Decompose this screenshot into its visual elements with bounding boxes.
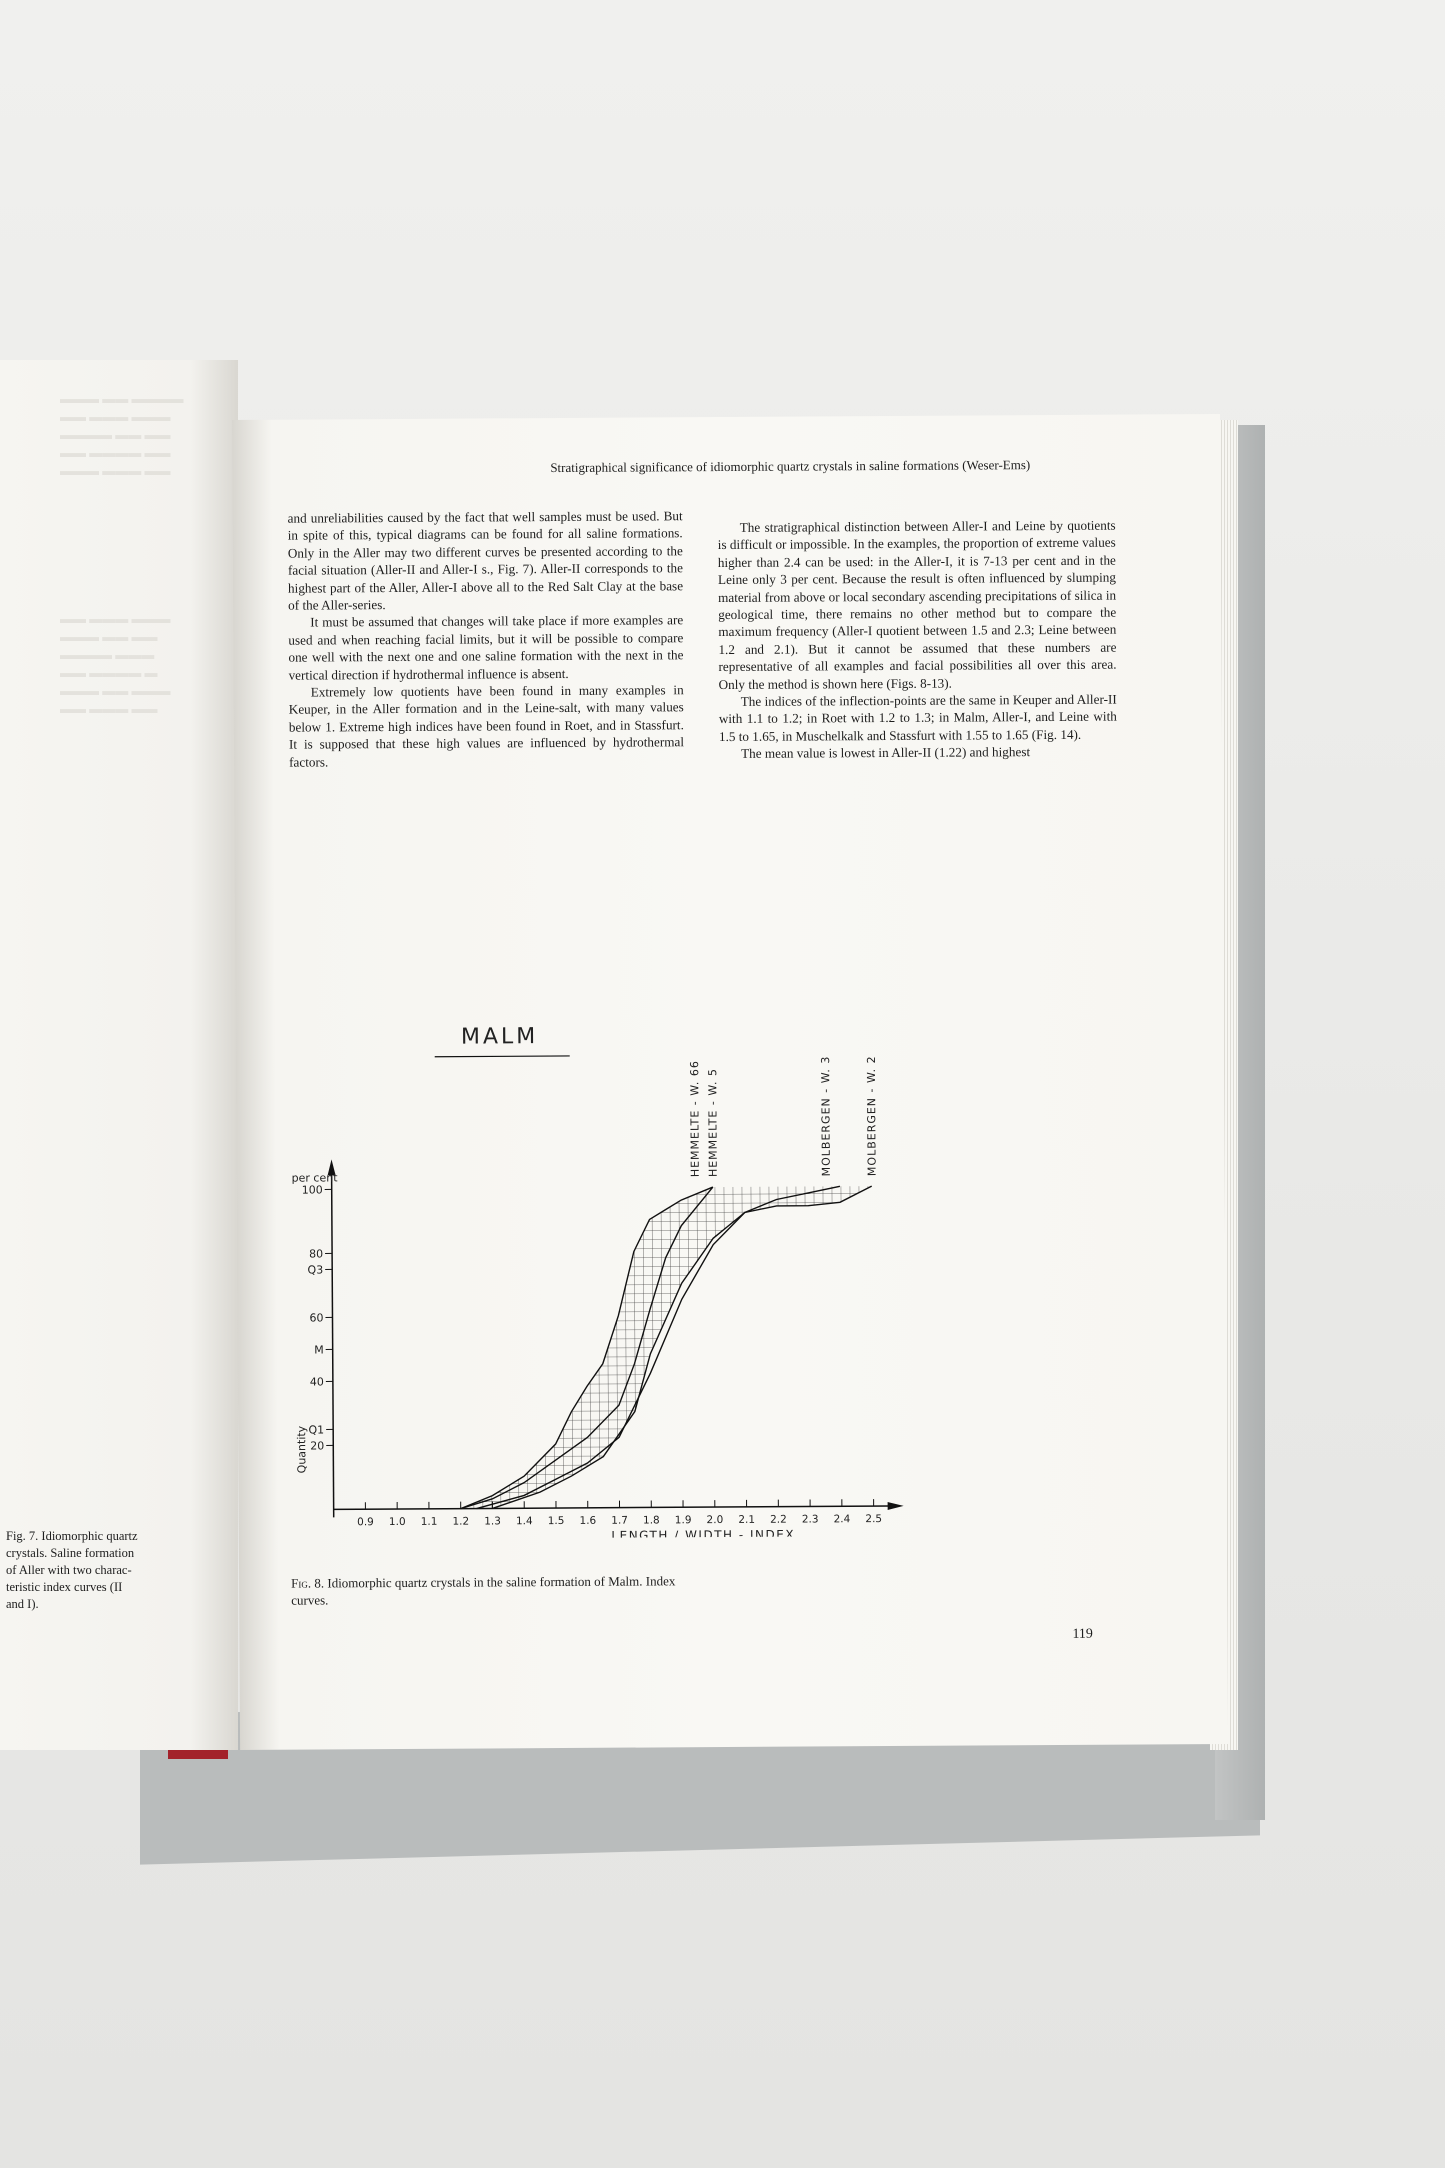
y-tick-label: 20 — [310, 1439, 325, 1453]
chart-title-underline — [435, 1056, 570, 1057]
running-head: Stratigraphical significance of idiomorphic quartz crystals in saline formations (Weser-Ems) — [550, 457, 1031, 476]
right-page — [232, 414, 1228, 1750]
x-tick-label: 1.5 — [547, 1514, 565, 1528]
caption-line: of Aller with two charac- — [6, 1563, 132, 1577]
left-figure-caption — [6, 1528, 176, 1613]
y-marker-label: Q3 — [307, 1263, 324, 1277]
caption-line: crystals. Saline formation — [6, 1546, 135, 1560]
x-tick-label: 1.1 — [420, 1515, 438, 1528]
x-axis-label: LENGTH / WIDTH - INDEX — [611, 1527, 796, 1540]
x-tick-label: 2.0 — [706, 1514, 724, 1527]
figure-caption — [291, 1572, 691, 1608]
show-through-text-2: ▬▬ ▬▬▬ ▬▬▬ ▬▬▬ ▬▬ ▬▬ ▬▬▬▬ ▬▬▬ ▬▬ ▬▬▬▬ ▬ ▬▬▬ ▬▬ ▬▬▬ ▬▬ ▬▬▬ ▬▬ — [60, 611, 171, 716]
caption-line: Fig. 7. Idiomorphic quartz — [6, 1529, 138, 1543]
y-unit-label: per cent — [291, 1171, 338, 1185]
x-tick-label: 1.2 — [452, 1515, 470, 1528]
caption-line: and I). — [6, 1597, 39, 1611]
y-marker-label: Q1 — [308, 1423, 325, 1437]
series-label-1: HEMMELTE - W. 5 — [706, 1068, 720, 1178]
series-label-3: MOLBERGEN - W. 2 — [864, 1055, 879, 1177]
paragraph: It must be assumed that changes will take place if more examples are used and when reaching facial limits, but it will be possible to compare one well with the next one and one saline formation with the next in the vertical direction if hydrothermal influence is absent. — [288, 612, 684, 683]
paragraph: and unreliabilities caused by the fact that well samples must be used. But in spite of this, typical diagrams can be found for all saline formations. Only in the Aller may two different curves be presented according to the facial situation (Aller-II and Aller-I s., Fig. 7). Aller-II corresponds to the highest part of the Aller, Aller-I above all to the Red Salt Clay at the base of the Aller-series. — [287, 508, 684, 613]
figure-caption-text: Idiomorphic quartz crystals in the saline formation of Malm. Index curves. — [291, 1573, 676, 1608]
page-number: 119 — [1072, 1626, 1093, 1642]
index-curves-chart — [290, 894, 1164, 1539]
x-tick-label: 1.6 — [579, 1514, 597, 1527]
x-tick-label: 1.7 — [611, 1514, 629, 1527]
y-tick-label: 80 — [309, 1247, 324, 1261]
y-marker-label: M — [314, 1343, 324, 1357]
series-label-2: MOLBERGEN - W. 3 — [819, 1055, 833, 1177]
caption-line: teristic index curves (II — [6, 1580, 123, 1594]
figure-caption-label: Fig. 8. — [291, 1575, 325, 1591]
y-tick-label: 40 — [309, 1375, 324, 1389]
x-tick-label: 0.9 — [357, 1516, 374, 1529]
x-tick-label: 2.2 — [770, 1513, 787, 1526]
x-tick-label: 1.0 — [388, 1515, 406, 1529]
x-axis-arrow — [888, 1502, 904, 1510]
paragraph: The indices of the inflection-points are the same in Keuper and Aller-II with 1.1 to 1.2; in Roet with 1.2 to 1.3; in Malm, Aller-I, and Leine with 1.5 to 1.65, in Muschelkalk and Stassfurt with 1.55 to 1.65 (Fig. 14). — [718, 691, 1117, 744]
x-tick-label: 2.5 — [865, 1513, 883, 1526]
figure-8-chart — [290, 894, 1164, 1539]
y-axis-line — [332, 1164, 334, 1517]
chart-title: MALM — [460, 1024, 539, 1050]
x-tick-label: 1.9 — [674, 1514, 692, 1527]
paragraph: The mean value is lowest in Aller-II (1.22) and highest — [741, 744, 1031, 762]
x-tick-label: 2.4 — [833, 1513, 851, 1526]
y-axis-label: Quantity — [295, 1425, 309, 1474]
x-axis-line — [334, 1506, 899, 1509]
x-tick-label: 2.1 — [738, 1513, 756, 1526]
y-tick-label: 60 — [309, 1311, 324, 1325]
x-tick-label: 2.3 — [801, 1513, 819, 1526]
hatched-envelope — [459, 1186, 874, 1509]
x-tick-label: 1.4 — [515, 1515, 533, 1528]
show-through-text: ▬▬▬ ▬▬ ▬▬▬▬ ▬▬ ▬▬▬ ▬▬▬ ▬▬▬▬ ▬▬ ▬▬ ▬▬ ▬▬▬▬ ▬▬ ▬▬▬ ▬▬▬ ▬▬ — [60, 391, 184, 478]
text-column-right — [718, 517, 1117, 763]
series-label-0: HEMMELTE - W. 66 — [688, 1060, 702, 1178]
y-tick-label: 100 — [301, 1183, 323, 1197]
text-column-left — [288, 507, 685, 771]
paragraph: Extremely low quotients have been found in many examples in Keuper, in the Aller formation and in the Leine-salt, with many values below 1. Extreme high indices have been found in Roet, and in Stassfurt. It is supposed that these high values are influenced by hydrothermal factors. — [288, 682, 685, 770]
x-tick-label: 1.3 — [484, 1515, 501, 1528]
paragraph: The stratigraphical distinction between Aller-I and Leine by quotients is difficult or impossible. In the examples, the proportion of extreme values higher than 2.4 can be used: in the Aller-I, it is 7-13 per cent and in the Leine only 3 per cent. Because the result is often influenced by slumping material from above or local secondary ascending precipitations of silica in geological time, there remains no other method but to compare the maximum frequency (Aller-I quotient between 1.5 and 2.3; Leine between 1.2 and 2.1). But it cannot be assumed that these numbers are representative of all examples and facial possibilities all over this area. Only the method is shown here (Figs. 8-13). — [717, 517, 1117, 692]
x-tick-label: 1.8 — [642, 1514, 660, 1527]
